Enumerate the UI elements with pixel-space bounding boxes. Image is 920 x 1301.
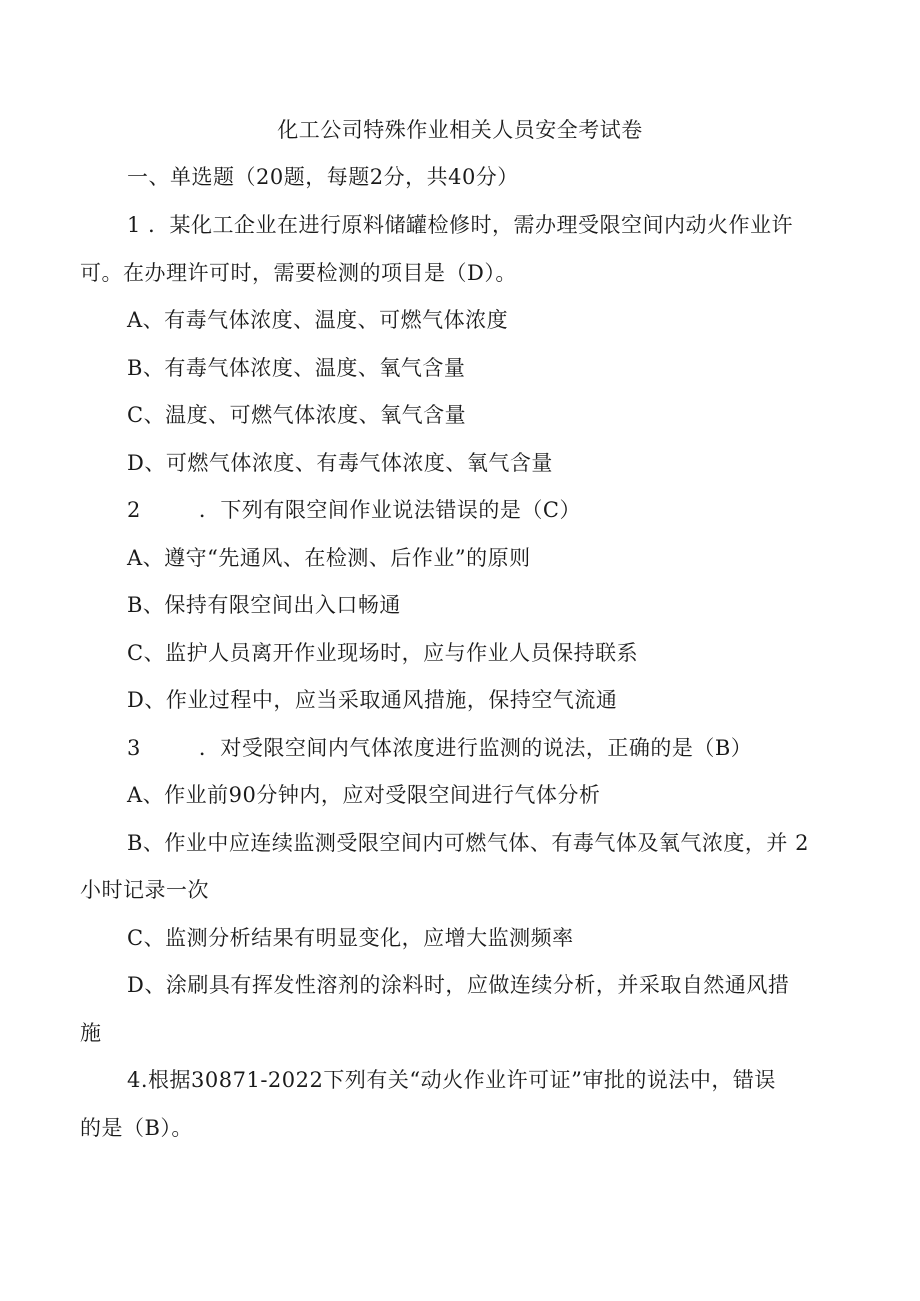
question-4-stem-line2: 的是（B）。 bbox=[80, 1116, 193, 1140]
question-2-option-d: D、作业过程中，应当采取通风措施，保持空气流通 bbox=[127, 688, 618, 712]
question-3-option-d-line1: D、涂刷具有挥发性溶剂的涂料时，应做连续分析，并采取自然通风措 bbox=[127, 973, 790, 997]
question-2-option-b: B、保持有限空间出入口畅通 bbox=[127, 593, 401, 617]
question-1-option-a: A、有毒气体浓度、温度、可燃气体浓度 bbox=[127, 308, 509, 332]
question-3-option-b-line1: B、作业中应连续监测受限空间内可燃气体、有毒气体及氧气浓度，并 2 bbox=[127, 831, 809, 855]
question-text: ．某化工企业在进行原料储罐检修时，需办理受限空间内动火作业许 bbox=[148, 213, 794, 237]
question-3-option-b-line2: 小时记录一次 bbox=[80, 878, 209, 902]
question-1-option-b: B、有毒气体浓度、温度、氧气含量 bbox=[127, 356, 466, 380]
question-3-option-d-line2: 施 bbox=[80, 1021, 102, 1045]
question-number: 2 bbox=[127, 498, 141, 522]
question-1-option-c: C、温度、可燃气体浓度、氧气含量 bbox=[127, 403, 467, 427]
page-title: 化工公司特殊作业相关人员安全考试卷 bbox=[277, 118, 643, 142]
question-2-option-c: C、监护人员离开作业现场时，应与作业人员保持联系 bbox=[127, 641, 639, 665]
question-4-stem-line1: 4.根据30871-2022下列有关“动火作业许可证”审批的说法中，错误 bbox=[127, 1068, 776, 1092]
question-3-option-a: A、作业前90分钟内，应对受限空间进行气体分析 bbox=[127, 783, 601, 807]
question-number: 1 bbox=[127, 213, 141, 237]
question-1-stem-line2: 可。在办理许可时，需要检测的项目是（D）。 bbox=[80, 261, 517, 285]
question-2-option-a: A、遵守“先通风、在检测、后作业”的原则 bbox=[127, 546, 531, 570]
question-1-option-d: D、可燃气体浓度、有毒气体浓度、氧气含量 bbox=[127, 451, 553, 475]
question-3-option-c: C、监测分析结果有明显变化，应增大监测频率 bbox=[127, 926, 574, 950]
question-text: ．下列有限空间作业说法错误的是（C） bbox=[198, 498, 581, 522]
question-3-stem bbox=[127, 733, 752, 763]
section-heading: 一、单选题（20题，每题2分，共40分） bbox=[127, 165, 519, 189]
question-1-stem-line1 bbox=[127, 210, 793, 240]
question-number: 3 bbox=[127, 736, 141, 760]
question-text: ．对受限空间内气体浓度进行监测的说法，正确的是（B） bbox=[198, 736, 753, 760]
question-2-stem bbox=[127, 495, 581, 525]
